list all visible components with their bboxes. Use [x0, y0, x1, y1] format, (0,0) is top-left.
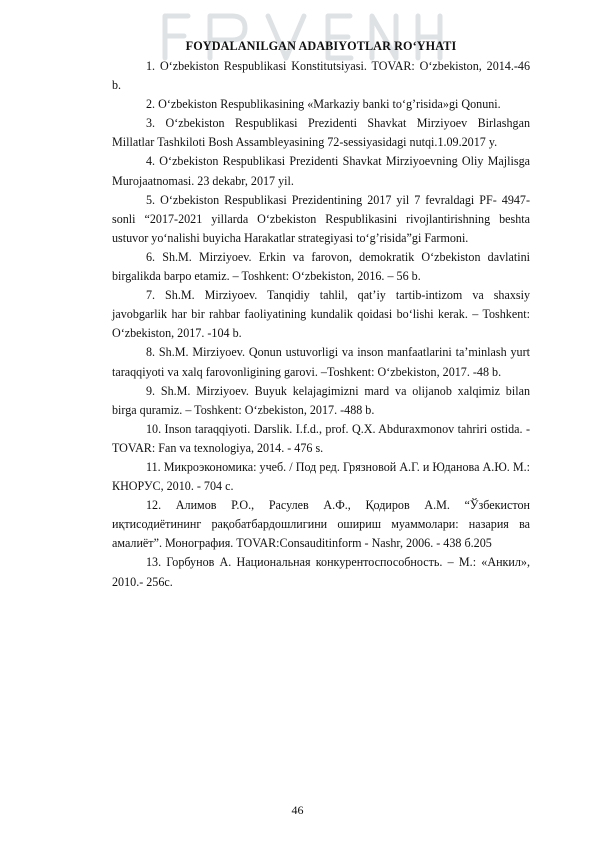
- document-body: [112, 38, 530, 592]
- reference-item-10: 10. Inson taraqqiyoti. Darslik. I.f.d., prof. Q.X. Abduraxmonov tahriri ostida. - TOVAR: Fan va texnologiya, 2014. - 476 s.: [112, 421, 530, 455]
- reference-item-4: 4. O‘zbekiston Respublikasi Prezidenti Shavkat Mirziyoevning Oliy Majlisga Murojaatnomasi. 23 dekabr, 2017 yil.: [112, 154, 530, 188]
- page-number: 46: [291, 803, 304, 817]
- reference-item-12: 12. Алимов Р.О., Расулев А.Ф., Қодиров А.М. “Ўзбекистон иқтисодиётининг рақобатбардошлигини ошириш муаммолари: назария ва амалиёт”. Монография. TOVAR:Consauditinform - Nashr, 2006. - 438 б.205: [112, 498, 530, 551]
- reference-item-6: 6. Sh.M. Mirziyoev. Erkin va farovon, demokratik O‘zbekiston davlatini birgalikda barpo etamiz. – Toshkent: O‘zbekiston, 2016. – 56 b.: [112, 249, 530, 284]
- reference-item-3: 3. O‘zbekiston Respublikasi Prezidenti Shavkat Mirziyoev Birlashgan Millatlar Tashkiloti Bosh Assambleyasining 72-sessiyasidagi nutqi.1.09.2017 y.: [112, 116, 530, 150]
- document-title: FOYDALANILGAN ADABIYOTLAR RO‘YHATI: [185, 39, 457, 53]
- reference-item-13: 13. Горбунов А. Национальная конкурентоспособность. – М.: «Анкил», 2010.- 256с.: [112, 555, 530, 589]
- reference-item-11: 11. Микроэкономика: учеб. / Под ред. Грязновой А.Г. и Юданова А.Ю. М.: КНОРУС, 2010. - 704 с.: [112, 459, 530, 494]
- reference-list: [112, 57, 530, 592]
- reference-item-8: 8. Sh.M. Mirziyoev. Qonun ustuvorligi va inson manfaatlarini ta’minlash yurt taraqqiyoti va xalq farovonligining garovi. –Toshkent: O‘zbekiston, 2017. -48 b.: [112, 345, 530, 379]
- reference-item-9: 9. Sh.M. Mirziyoev. Buyuk kelajagimizni mard va olijanob xalqimiz bilan birga quramiz. – Toshkent: O‘zbekiston, 2017. -488 b.: [112, 383, 530, 417]
- reference-item-7: 7. Sh.M. Mirziyoev. Tanqidiy tahlil, qat’iy tartib-intizom va shaxsiy javobgarlik har bir rahbar faoliyatining kundalik qoidasi bo‘lishi kerak. – Toshkent: O‘zbekiston, 2017. -104 b.: [112, 288, 530, 341]
- reference-item-2: 2. O‘zbekiston Respublikasining «Markaziy banki to‘g’risida»gi Qonuni.: [146, 97, 501, 112]
- reference-item-5: 5. O‘zbekiston Respublikasi Prezidentining 2017 yil 7 fevraldagi PF- 4947-sonli “2017-2021 yillarda O‘zbekiston Respublikasini rivojlantirishning beshta ustuvor yo‘nalishi buyicha Harakatlar strategiyasi to‘g’risida”gi Farmoni.: [112, 192, 530, 245]
- reference-item-1: 1. O‘zbekiston Respublikasi Konstitutsiyasi. TOVAR: O‘zbekiston, 2014.-46 b.: [112, 59, 530, 93]
